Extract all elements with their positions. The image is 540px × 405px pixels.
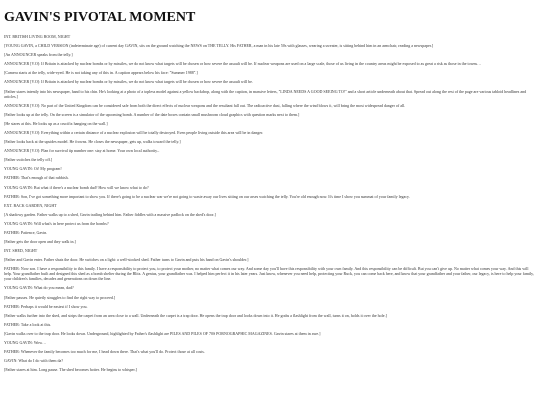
script-line: INT. SHED, NIGHT bbox=[4, 248, 38, 254]
script-line: FATHER: Now son. I have a responsibility to this family. I have a responsibility to protect you, to protect your mother, no matter what comes our way. And some day you'll have this responsibility with your own family. And this responsibility can be difficult. But you can't give up. No matter what comes your way. And this will help. Your grandfather built and designed this shed as a bomb shelter during the Blitz. A genius, your grandfather was. I helped him perfect it in his later years. Just know, whenever you need help, protecting your Ruck, you can come back here, and know that your grandfather and your father, our legacy, is here to help your family, your children's families, decades and generations on down the line. bbox=[4, 266, 534, 282]
script-line: YOUNG GAVIN: Will what's in here protect us from the bombs? bbox=[4, 220, 109, 226]
script-line: ANNOUNCER [V.O]: Plan for survival tip number one: stay at home. Your own local authority– bbox=[4, 148, 160, 154]
script-line: [Gavin walks over to the trap door. He looks down. Underground, highlighted by Father's flashlight are PILES AND PILES OF 70S PORNOGRAPHIC MAGAZINES. Gavin stares at them in awe.] bbox=[4, 330, 321, 336]
script-line: [Father stares at him. Long pause. The shed becomes hotter. He begins to whisper.] bbox=[4, 367, 137, 373]
script-line: YOUNG GAVIN: What do you mean, dad? bbox=[4, 285, 74, 291]
script-line: ANNOUNCER [V.O]: Everything within a certain distance of a nuclear explosion will be totally destroyed. Even people living outside this area will be in danger. bbox=[4, 129, 264, 135]
script-line: ANNOUNCER [V.O]: No part of the United Kingdom can be considered safe from both the direct effects of nuclear weapons and the resultant fall out. The radioactive dust, falling where the wind blows it, will bring the most widespread danger of all. bbox=[4, 102, 406, 108]
script-line: YOUNG GAVIN: But what if there's a nuclear bomb dad? How will we know what to do? bbox=[4, 184, 149, 190]
script-line: YOUNG GAVIN: Wow… bbox=[4, 340, 47, 345]
script-line: FATHER: Take a look at this. bbox=[4, 321, 52, 327]
script-line: GAVIN: What do I do with them da? bbox=[4, 358, 64, 364]
script-line: FATHER: Whenever the family becomes too much for me, I head down there. That's what you'll do. Protect those at all costs. bbox=[4, 349, 205, 355]
script-line: EXT. BACK GARDEN, NIGHT bbox=[4, 202, 57, 208]
script-line: [Father stares intently into his newspaper, hand to his chin. He's looking at a photo of a topless model against a yellow backdrop, along with the caption, in massive letters, "LINDA NEEDS A GOOD SEEING TO!" and a short article underneath about that. Spread out along the rest of the page are various tabloid headlines and articles.] bbox=[4, 88, 527, 99]
script-line: ANNOUNCER [V.O]: If Britain is attacked by nuclear bombs or by missiles, we do not know what targets will be chosen or how severe the assault will be. bbox=[4, 79, 253, 85]
script-line: [Father looks up at the telly. On the screen is a simulator of the upcoming bomb. A number of the date boxes contain small mushroom cloud graphics with question marks next to them.] bbox=[4, 111, 300, 117]
script-line: INT. BRITISH LIVING ROOM, NIGHT bbox=[4, 34, 71, 39]
script-line: [A shadowy garden. Father walks up to a shed, Gavin trailing behind him. Father fiddles with a massive padlock on the shed's door.] bbox=[4, 211, 216, 217]
script-line: [Camera starts at the telly, wide-eyed. He is not taking any of this in. A caption appears below his face: "Summer 1988".] bbox=[4, 70, 198, 76]
script-line: FATHER: That's enough of that rubbish. bbox=[4, 175, 69, 181]
script-line: [Father and Gavin enter. Father shuts the door. He switches on a light: a well-stocked shed. Father turns to Gavin and puts his hand on Gavin's shoulder.] bbox=[4, 257, 249, 263]
script-line: [Father switches the telly off.] bbox=[4, 157, 53, 163]
script-line: ANNOUNCER [V.O]: If Britain is attacked by nuclear bombs or by missiles, we do not know what targets will be chosen or how severe the assault will be. If nuclear weapons are used on a large scale, those of us living in the country areas might be exposed to as great a risk as those in the towns… bbox=[4, 61, 482, 67]
script-line: [An ANNOUNCER speaks from the telly.] bbox=[4, 52, 73, 58]
script-line: [Father gets the door open and they walk in.] bbox=[4, 239, 76, 245]
script-line: [He stares at this. He looks up as a crucifix hanging on the wall.] bbox=[4, 120, 108, 126]
script-line: FATHER: Patience, Gavin. bbox=[4, 229, 48, 235]
script-line: FATHER: Perhaps it would be easiest if I show you. bbox=[4, 303, 88, 309]
script-line: FATHER: Son, I've got something more important to show you. If there's going to be a nuclear war we're not going to waste away our lives sitting on our arses watching the telly. You're old enough now. It's time I show you summat of your family legacy. bbox=[4, 193, 410, 199]
script-line: [Father pauses. He quietly struggles to find the right way to proceed.] bbox=[4, 294, 116, 300]
script-line: [YOUNG GAVIN, a CHILD VERSION (indeterminate age) of current day GAVIN, sits on the ground watching the NEWS on THE TELLY. His FATHER, a man in his late 50s with glasses, wearing a sweater, is sitting behind him in an armchair, reading a newspaper.] bbox=[4, 43, 434, 49]
script-line: [Father walks further into the shed, and strips the carpet from an area close to a wall. Underneath the carpet is a trap door. He opens the trap door and looks down into it. He grabs a flashlight from the wall, turns it on, holds it over the hole.] bbox=[4, 312, 387, 318]
script-line: [Father looks back at the upsides model. He frowns. He closes the newspaper, gets up, walks toward the telly.] bbox=[4, 139, 181, 145]
script-body bbox=[4, 34, 536, 376]
document-title: GAVIN'S PIVOTAL MOMENT bbox=[4, 10, 196, 25]
script-line: YOUNG GAVIN: Oi! My program! bbox=[4, 166, 62, 172]
